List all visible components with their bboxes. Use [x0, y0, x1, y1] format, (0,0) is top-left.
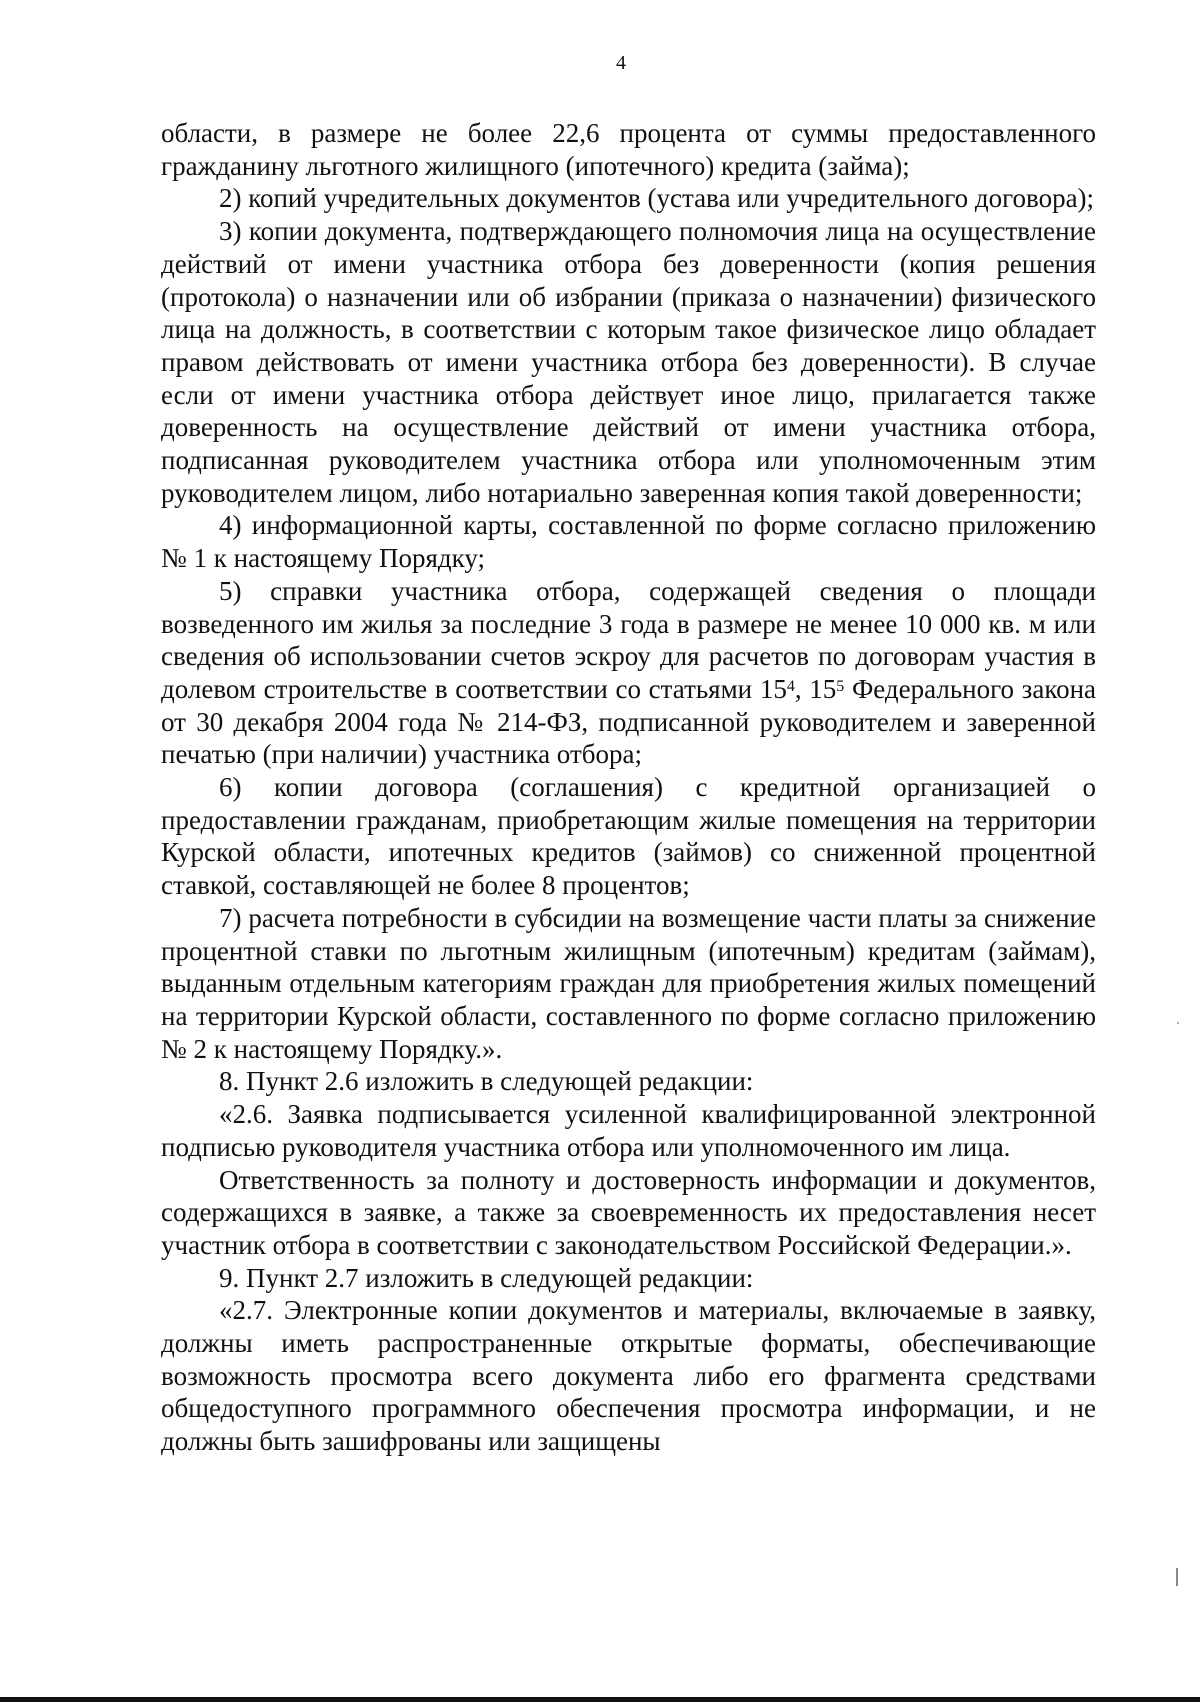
paragraph-continuation: области, в размере не более 22,6 процента от суммы предоставленного гражданину льготного жилищного (ипотечного) кредита (займа);: [161, 118, 1096, 181]
paragraph-item-5-text-c: Федерального закона от 30 декабря 2004 года № 214-ФЗ, подписанной руководителем и заверенной печатью (при наличии) участника отбора;: [161, 673, 1096, 770]
paragraph-clause-2-7: «2.7. Электронные копии документов и материалы, включаемые в заявку, должны иметь распространенные открытые форматы, обеспечивающие возможность просмотра всего документа либо его фрагмента средствами общедоступного программного обеспечения просмотра информации, и не должны быть зашифрованы или защищены: [161, 1295, 1096, 1457]
scan-artifact-dot: [1177, 1022, 1179, 1024]
superscript-5: 5: [836, 677, 845, 695]
scan-artifact-mark: [1176, 1568, 1178, 1586]
paragraph-item-7: 7) расчета потребности в субсидии на возмещение части платы за снижение процентной ставки по льготным жилищным (ипотечным) кредитам (займам), выданным отдельным категориям граждан для приобретения жилых помещений на территории Курской области, составленного по форме согласно приложению № 2 к настоящему Порядку.».: [161, 902, 1096, 1064]
scan-bottom-edge: [0, 1697, 1200, 1702]
paragraph-responsibility: Ответственность за полноту и достоверность информации и документов, содержащихся в заявке, а также за своевременность их предоставления несет участник отбора в соответствии с законодательством Российской Федерации.».: [161, 1164, 1096, 1260]
page-number: 4: [616, 52, 626, 74]
paragraph-item-5-text-a: 5) справки участника отбора, содержащей сведения о площади возведенного им жилья за последние 3 года в размере не менее 10 000 кв. м или сведения об использовании счетов эскроу для расчетов по договорам участия в долевом строительстве в соответствии со статьями 15: [161, 575, 1096, 704]
paragraph-point-8: 8. Пункт 2.6 изложить в следующей редакции:: [219, 1066, 754, 1097]
paragraph-clause-2-6: «2.6. Заявка подписывается усиленной квалифицированной электронной подписью руководителя участника отбора или уполномоченного им лица.: [161, 1099, 1096, 1162]
superscript-4: 4: [786, 677, 795, 695]
paragraph-item-5-text-b: , 15: [794, 673, 837, 704]
paragraph-item-6: 6) копии договора (соглашения) с кредитной организацией о предоставлении гражданам, приобретающим жилые помещения на территории Курской области, ипотечных кредитов (займов) со сниженной процентной ставкой, составляющей не более 8 процентов;: [161, 772, 1096, 901]
paragraph-point-9: 9. Пункт 2.7 изложить в следующей редакции:: [219, 1262, 754, 1293]
document-body: [161, 117, 1096, 1458]
paragraph-item-3: 3) копии документа, подтверждающего полномочия лица на осуществление действий от имени участника отбора без доверенности (копия решения (протокола) о назначении или об избрании (приказа о назначении) физического лица на должность, в соответствии с которым такое физическое лицо обладает правом действовать от имени участника отбора без доверенности). В случае если от имени участника отбора действует иное лицо, прилагается также доверенность на осуществление действий от имени участника отбора, подписанная руководителем участника отбора или уполномоченным этим руководителем лицом, либо нотариально заверенная копия такой доверенности;: [161, 216, 1096, 508]
paragraph-item-2: 2) копий учредительных документов (устава или учредительного договора);: [219, 183, 1095, 214]
paragraph-item-5: [161, 575, 1096, 771]
paragraph-item-4: 4) информационной карты, составленной по форме согласно приложению № 1 к настоящему Порядку;: [161, 510, 1096, 574]
